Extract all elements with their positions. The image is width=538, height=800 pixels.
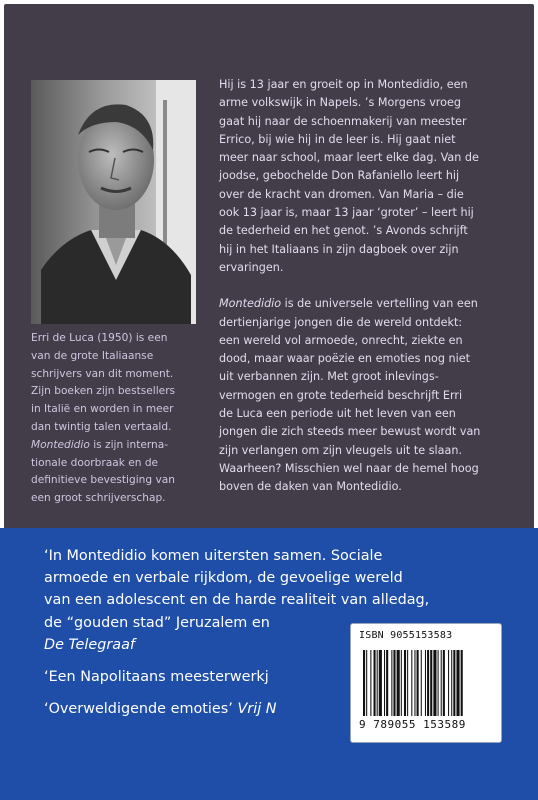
desc-line: Errico, bij wie hij in de leer is. Hij gaat niet [219,132,456,146]
barcode-bar [448,650,449,716]
bio-line: van de grote Italiaanse [31,349,154,362]
quote-1-line: armoede en verbale rijkdom, de gevoelige wereld [44,570,403,587]
barcode-bar [391,650,392,716]
bio-line: tionale doorbraak en de [31,456,159,469]
author-portrait-image [31,80,196,324]
desc-line: de Luca een periode uit het leven van een [219,407,456,421]
barcode-bar [393,650,395,716]
bio-line: dan twintig talen vertaald. [31,420,172,433]
barcode-bar [425,650,426,716]
barcode-bar [370,650,371,716]
barcode-bar [433,650,436,716]
desc-line: de tederheid en het genot. ’s Avonds schrijft [219,224,468,238]
quote-1-line: van een adolescent en de harde realiteit van alledag, [44,592,430,609]
quote-1-line: ‘In Montedidio komen uitersten samen. Sociale [44,548,383,564]
barcode-bar [451,650,452,716]
book-description [219,76,521,497]
barcode-bar [363,650,365,716]
barcode-bars-icon [361,650,491,716]
quote-1-line: de “gouden stad” Jeruzalem en [44,614,270,631]
barcode-sticker [350,623,502,743]
description-paragraph-2 [219,295,521,496]
desc-line: dood, maar waar poëzie en emoties nog niet [219,352,471,366]
desc-line: meer naar school, maar leert elke dag. Van de [219,151,479,165]
desc-line: ervaringen. [219,260,284,274]
barcode-bar [397,650,400,716]
barcode-bar [453,650,455,716]
bio-line: in Italië en worden in meer [31,403,174,416]
desc-line: hij in het Italiaans in zijn dagboek over zijn [219,242,459,256]
barcode-bar [443,650,445,716]
barcode-bar [411,650,412,716]
desc-line: zijn verlangen om zijn vleugels uit te slaan. [219,443,463,457]
barcode-bar [421,650,422,716]
barcode-bar [379,650,382,716]
barcode-bar [438,650,439,716]
desc-line: boven de daken van Montedidio. [219,480,402,494]
barcode-bar [414,650,415,716]
barcode-bar [417,650,419,716]
description-paragraph-2-lines [219,314,521,497]
ean-digits: 9 789055 153589 [359,718,466,731]
desc-line: joodse, gebochelde Don Rafaniello leert hij [219,169,460,183]
bio-line [31,437,209,455]
desc-line: over de kracht van dromen. Van Maria – die [219,187,464,201]
desc-line: arme volkswijk in Napels. ’s Morgens vroeg [219,96,461,110]
barcode-bar [407,650,408,716]
barcode-bar [374,650,376,716]
desc-line: Waarheen? Misschien wel naar de hemel hoog [219,461,479,475]
barcode-bar [384,650,385,716]
bio-line-rest: is zijn interna- [89,438,169,451]
desc-title-italic: Montedidio [219,297,282,311]
bio-title-italic: Montedidio [31,438,90,451]
desc-line: uit verbannen zijn. Met groot inlevings- [219,370,439,384]
paragraph-gap [219,277,521,295]
quote-1-source: De Telegraaf [44,636,135,653]
quote-2: ‘Een Napolitaans meesterwerkj [44,669,269,686]
desc-line: jongen die zich steeds meer bewust wordt van [219,425,481,439]
quote-3-text: ‘Overweldigende emoties’ [44,701,233,718]
bio-line: Zijn boeken zijn bestsellers [31,385,176,398]
isbn-label: ISBN 9055153583 [359,630,453,641]
barcode-bar [427,650,429,716]
barcode-bar [401,650,402,716]
barcode-bar [441,650,442,716]
barcode-bar [386,650,388,716]
desc-line: Hij is 13 jaar en groeit op in Montedidio, een [219,78,468,91]
author-bio [31,330,209,508]
quote-3-source: Vrij N [237,701,277,718]
desc-line [219,295,521,313]
desc-line: vermogen en grote tederheid beschrijft Erri [219,388,463,402]
barcode-bar [404,650,406,716]
desc-line: een wereld vol armoede, onrecht, ziekte en [219,333,463,347]
barcode-bar [461,650,463,716]
barcode-bar [377,650,378,716]
desc-line-rest: is de universele vertelling van een [281,297,478,311]
description-paragraph-1 [219,76,521,277]
barcode-bar [430,650,432,716]
bio-line: Erri de Luca (1950) is een [31,332,168,344]
barcode-bar [456,650,459,716]
author-photo [31,80,196,324]
desc-line: ook 13 jaar is, maar 13 jaar ‘groter’ – leert hij [219,206,474,220]
bio-line: een groot schrijverschap. [31,492,166,505]
bio-line: schrijvers van dit moment. [31,367,174,380]
bio-line: definitieve bevestiging van [31,474,175,487]
desc-line: dertienjarige jongen die de wereld ontdekt: [219,315,463,329]
desc-line: gaat hij naar de schoenmakerij van meester [219,114,467,128]
barcode-bar [366,650,367,716]
